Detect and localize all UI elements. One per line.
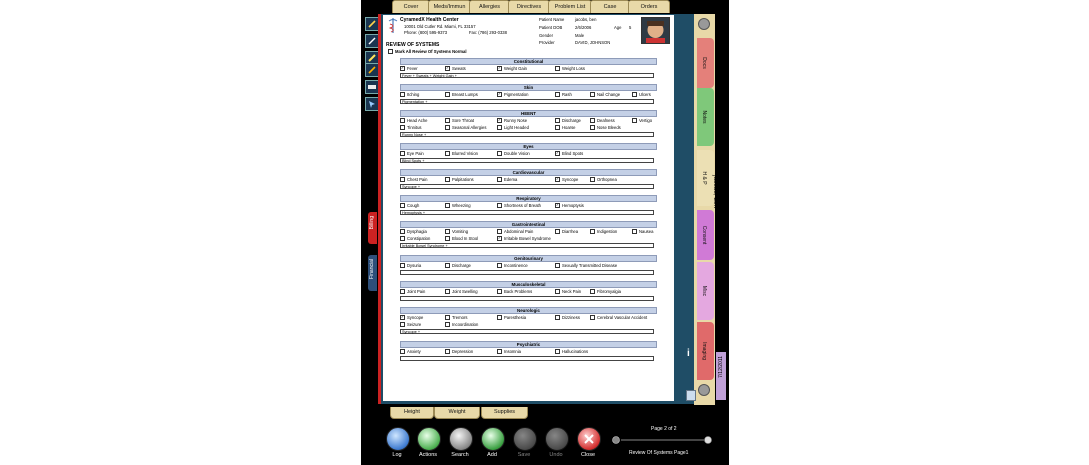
section-psychiatric-header: Psychiatric — [400, 341, 657, 348]
checkbox-hallucinations[interactable]: Hallucinations — [555, 349, 588, 354]
patient-name-label: Patient Name — [539, 17, 565, 22]
gender-label: Gender — [539, 33, 553, 38]
tab-billing[interactable]: Billing — [368, 212, 377, 244]
checkbox-dysphagia[interactable]: Dysphagia — [400, 229, 427, 234]
checkbox-light-headed[interactable]: Light Headed — [497, 125, 529, 130]
checkbox-incontinence[interactable]: Incontinence — [497, 263, 528, 268]
skin-notes[interactable]: Pigmentation + — [400, 99, 654, 104]
patient-photo — [641, 17, 670, 44]
heent-notes[interactable]: Runny Nose + — [400, 132, 654, 137]
add-button[interactable] — [481, 427, 505, 451]
gastrointestinal-notes[interactable]: Irritable Bowel Syndrome + — [400, 243, 654, 248]
checkbox-joint-pain[interactable]: Joint Pain — [400, 289, 425, 294]
provider-value: DAVID, JOHNSON — [575, 40, 611, 45]
checkbox-hemoptysis[interactable]: ✓ Hemoptysis — [556, 202, 584, 208]
section-musculoskeletal-header: Musculoskeletal — [400, 281, 657, 288]
tab-supplies[interactable]: Supplies — [481, 407, 528, 419]
checkbox-head-ache[interactable]: Head Ache — [400, 118, 428, 123]
checkbox-hoarse[interactable]: Hoarse — [555, 125, 576, 130]
log-button[interactable] — [386, 427, 410, 451]
clinic-phone: Phone: (800) 595-9373 — [404, 30, 448, 35]
patient-name-vertical: jacobs, ben — [712, 175, 719, 209]
search-label: Search — [451, 452, 469, 458]
checkbox-weight-loss[interactable]: Weight Loss — [555, 66, 585, 71]
tab-case[interactable]: Case — [590, 0, 630, 13]
tab-misc[interactable]: Misc — [697, 262, 714, 320]
checkbox-palpitations[interactable]: Palpitations — [445, 177, 474, 182]
checkbox-neck-pain[interactable]: Neck Pain — [555, 289, 581, 294]
scroll-up-button[interactable] — [698, 18, 710, 30]
section-skin-header: Skin — [400, 84, 657, 91]
checkbox-double-vision[interactable]: Double Vision — [497, 151, 530, 156]
select-tool-icon[interactable] — [365, 97, 379, 111]
undo-button[interactable] — [545, 427, 569, 451]
checkbox-syncope-neuro[interactable]: ✓ Syncope — [401, 314, 424, 320]
checkbox-sweats[interactable]: ✓ Sweats — [446, 65, 466, 71]
tab-orders[interactable]: Orders — [628, 0, 670, 13]
checkbox-insomnia[interactable]: Insomnia — [497, 349, 521, 354]
mark-all-normal-checkbox[interactable]: Mark All Review Of Systems Normal — [388, 49, 467, 54]
age-value: 5 — [629, 25, 632, 30]
close-label: Close — [580, 452, 596, 458]
checkbox-constipation[interactable]: Constipation — [400, 236, 430, 241]
checkbox-nausea[interactable]: Nausea — [632, 229, 653, 234]
scroll-down-button[interactable] — [698, 384, 710, 396]
constitutional-notes[interactable]: Fever + Sweats + Weight Gain + — [400, 73, 654, 78]
tab-problem-list[interactable]: Problem List — [548, 0, 592, 13]
checkbox-joint-swelling[interactable]: Joint Swelling — [445, 289, 478, 294]
checkbox-irritable-bowel-syndrome[interactable]: ✓ Irritable Bowel Syndrome — [498, 235, 551, 241]
checkbox-cough[interactable]: Cough — [400, 203, 419, 208]
checkbox-seizure[interactable]: Seizure — [400, 322, 421, 327]
checkbox-vertigo[interactable]: Vertigo — [632, 118, 652, 123]
checkbox-shortness-of-breath[interactable]: Shortness of Breath — [497, 203, 541, 208]
checkbox-indigestion[interactable]: Indigestion — [590, 229, 617, 234]
log-label: Log — [392, 452, 402, 458]
checkbox-diarrhea[interactable]: Diarrhea — [555, 229, 578, 234]
checkbox-dysuria[interactable]: Dysuria — [400, 263, 421, 268]
section-cardiovascular-header: Cardiovascular — [400, 169, 657, 176]
close-icon — [578, 428, 600, 450]
cardiovascular-notes[interactable]: Syncope + — [400, 184, 654, 189]
tab-cover[interactable]: Cover — [392, 0, 430, 13]
eyes-notes[interactable]: Blind Spots + — [400, 158, 654, 163]
page-indicator: Page 2 of 2 — [651, 426, 677, 432]
checkbox-std[interactable]: Sexually Transmitted Disease — [555, 263, 617, 268]
caduceus-logo-icon — [388, 17, 398, 34]
search-button[interactable] — [449, 427, 473, 451]
checkbox-edema[interactable]: Edema — [497, 177, 517, 182]
checkbox-discharge[interactable]: Discharge — [555, 118, 581, 123]
pen-tool-2-icon[interactable] — [365, 34, 379, 48]
section-heent-header: HEENT — [400, 110, 657, 117]
provider-label: Provider — [539, 40, 555, 45]
patient-dob: 2/6/2006 — [575, 25, 592, 30]
checkbox-pigmentation[interactable]: ✓ Pigmentation — [498, 91, 529, 97]
checkbox-blood-in-stool[interactable]: Blood In Stool — [445, 236, 478, 241]
checkbox-fibromyalgia[interactable]: Fibromyalgia — [590, 289, 621, 294]
marker-icon[interactable] — [365, 63, 379, 77]
tab-weight[interactable]: Weight — [434, 407, 480, 419]
pen-tool-icon[interactable] — [365, 17, 379, 31]
clinic-address: 10001 Old Cutler Rd. Miami, FL 33157 — [404, 24, 476, 29]
section-eyes-header: Eyes — [400, 143, 657, 150]
checkbox-deafness[interactable]: Deafness — [590, 118, 615, 123]
musculoskeletal-notes[interactable] — [400, 296, 654, 301]
checkbox-anxiety[interactable]: Anxiety — [400, 349, 421, 354]
checkbox-paresthesia[interactable]: Paresthesia — [497, 315, 526, 320]
form-title: REVIEW OF SYSTEMS — [386, 42, 440, 48]
checkbox-orthopnea[interactable]: Orthopnea — [590, 177, 617, 182]
section-constitutional-header: Constitutional — [400, 58, 657, 65]
tab-directives[interactable]: Directives — [508, 0, 550, 13]
checkbox-eye-pain[interactable]: Eye Pain — [400, 151, 424, 156]
gender-value: Male — [575, 33, 585, 38]
close-button[interactable] — [577, 427, 601, 451]
checkbox-incoordination[interactable]: Incoordination — [445, 322, 478, 327]
patient-name: jacobs, ben — [575, 17, 597, 22]
respiratory-notes[interactable]: Hemoptysis + — [400, 210, 654, 215]
age-label: Age — [614, 25, 622, 30]
checkbox-nail-change[interactable]: Nail Change — [590, 92, 620, 97]
tab-imaging[interactable]: Imaging — [697, 322, 714, 380]
checkbox-nose-bleeds[interactable]: Nose Bleeds — [590, 125, 621, 130]
neurologic-notes[interactable]: Syncope + — [400, 329, 654, 334]
checkbox-runny-nose[interactable]: ✓ Runny Nose — [498, 117, 528, 123]
undo-label: Undo — [549, 452, 563, 458]
page-slider[interactable] — [612, 436, 712, 444]
checkbox-dizziness[interactable]: Dizziness — [555, 315, 580, 320]
section-gastrointestinal-header: Gastrointestinal — [400, 221, 657, 228]
checkbox-blurred-vision[interactable]: Blurred Vision — [445, 151, 478, 156]
checkbox-blind-spots[interactable]: ✓ Blind Spots — [556, 150, 584, 156]
checkbox-breast-lumps[interactable]: Breast Lumps — [445, 92, 478, 97]
checkbox-rash[interactable]: Rash — [555, 92, 572, 97]
tab-financial[interactable]: Financial — [368, 255, 377, 291]
save-button[interactable] — [513, 427, 537, 451]
page-name: Review Of Systems Page1 — [629, 450, 689, 456]
section-genitourinary-header: Genitourinary — [400, 255, 657, 262]
tab-consent[interactable]: Consent — [697, 210, 714, 260]
checkbox-wheezing[interactable]: Wheezing — [445, 203, 471, 208]
actions-button[interactable] — [417, 427, 441, 451]
eraser-icon[interactable] — [365, 80, 379, 94]
save-label: Save — [517, 452, 531, 458]
info-icon[interactable]: i — [687, 348, 690, 359]
checkbox-seasonal-allergies[interactable]: Seasonal Allergies — [445, 125, 486, 130]
add-label: Add — [487, 452, 497, 458]
checkbox-weight-gain[interactable]: ✓ Weight Gain — [498, 65, 527, 71]
tab-height[interactable]: Height — [390, 407, 434, 419]
psychiatric-notes[interactable] — [400, 356, 654, 361]
checkbox-cva[interactable]: Cerebral Vascular Accident — [590, 315, 647, 320]
patient-dob-label: Patient DOB — [539, 25, 563, 30]
clinic-name: CyramedX Health Center — [400, 17, 459, 23]
clinic-fax: Fax: (786) 293-0338 — [469, 30, 507, 35]
page-curl-icon[interactable] — [686, 390, 696, 401]
checkbox-abdominal-pain[interactable]: Abdominal Pain — [497, 229, 533, 234]
checkbox-tremors[interactable]: Tremors — [445, 315, 467, 320]
section-neurologic-header: Neurologic — [400, 307, 657, 314]
tab-allergies[interactable]: Allergies — [469, 0, 510, 13]
checkbox-chest-pain[interactable]: Chest Pain — [400, 177, 427, 182]
genitourinary-notes[interactable] — [400, 270, 654, 275]
tab-meds-immun[interactable]: Meds/Immun — [428, 0, 471, 13]
checkbox-itching[interactable]: Itching — [400, 92, 419, 97]
checkbox-fever[interactable]: ✓ Fever — [401, 65, 418, 71]
date-tab[interactable]: 7/12/2011 — [716, 352, 726, 400]
tab-notes[interactable]: Notes — [697, 88, 714, 146]
checkbox-discharge-gu[interactable]: Discharge — [445, 263, 471, 268]
section-respiratory-header: Respiratory — [400, 195, 657, 202]
tab-docs[interactable]: Docs — [697, 38, 714, 88]
checkbox-syncope-cardio[interactable]: ✓ Syncope — [556, 176, 579, 182]
checkbox-ulcers[interactable]: Ulcers — [632, 92, 651, 97]
checkbox-vomiting[interactable]: Vomiting — [445, 229, 468, 234]
tab-h-and-p[interactable]: H & P — [697, 150, 714, 206]
checkbox-sore-throat[interactable]: Sore Throat — [445, 118, 474, 123]
checkbox-tinnitus[interactable]: Tinnitus — [400, 125, 422, 130]
actions-label: Actions — [418, 452, 438, 458]
checkbox-back-problems[interactable]: Back Problems — [497, 289, 532, 294]
checkbox-depression[interactable]: Depression — [445, 349, 473, 354]
